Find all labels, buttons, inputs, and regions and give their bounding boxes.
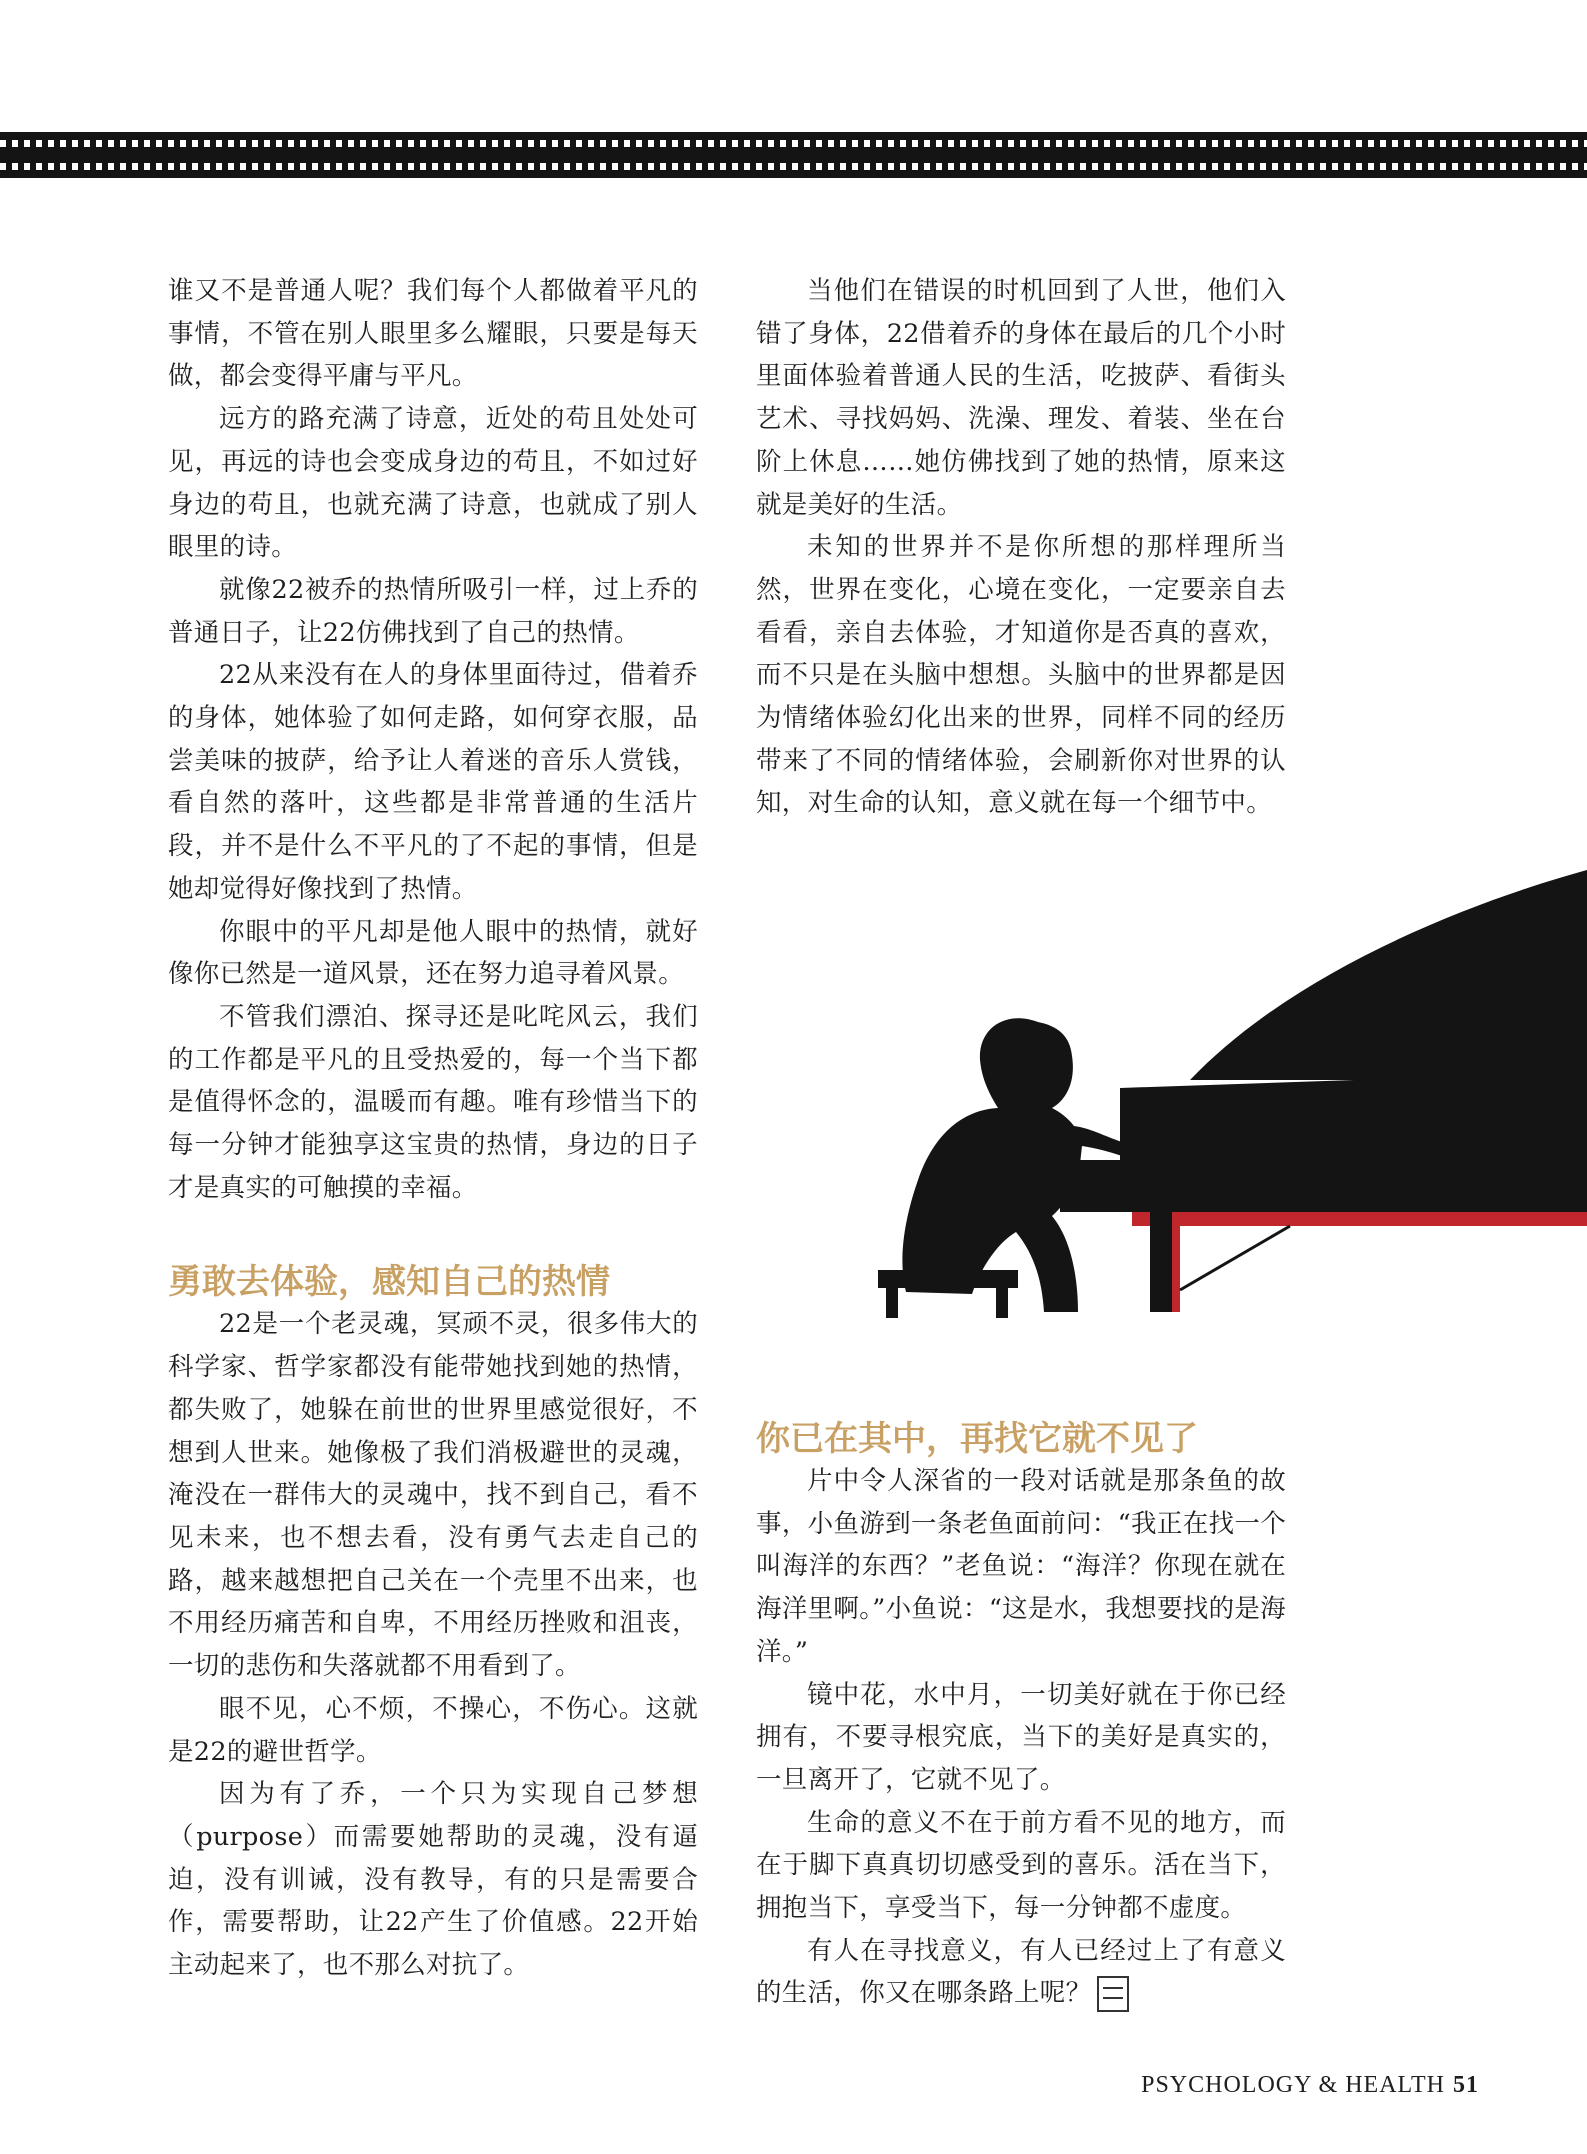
page-number: 51 (1453, 2072, 1479, 2098)
closing-text: 有人在寻找意义，有人已经过上了有意义的生活，你又在哪条路上呢？ (756, 1935, 1286, 2009)
paragraph-closing (756, 1930, 1286, 2015)
paragraph: 生命的意义不在于前方看不见的地方，而在于脚下真真切切感受到的喜乐。活在当下，拥抱当下，享受当下，每一分钟都不虚度。 (756, 1807, 1286, 1924)
piano-lid (1190, 870, 1587, 1080)
paragraph: 22是一个老灵魂，冥顽不灵，很多伟大的科学家、哲学家都没有能带她找到她的热情，都失败了，她躲在前世的世界里感觉很好，不想到人世来。她像极了我们消极避世的灵魂，淹没在一群伟大的灵魂中，找不到自己，看不见未来，也不想去看，没有勇气去走自己的路，越来越想把自己关在一个壳里不出来，也不用经历痛苦和自卑，不用经历挫败和沮丧，一切的悲伤和失落就都不用看到了。 (168, 1309, 698, 1682)
film-perforations-top (0, 140, 1587, 147)
paragraph: 片中令人深省的一段对话就是那条鱼的故事，小鱼游到一条老鱼面前问：“我正在找一个叫海洋的东西？”老鱼说：“海洋？你现在就在海洋里啊。”小鱼说：“这是水，我想要找的是海洋。” (756, 1466, 1286, 1667)
end-seal-icon (1097, 1976, 1129, 2012)
piano-leg (1150, 1212, 1172, 1312)
bench-leg-right (996, 1288, 1008, 1318)
paragraph: 镜中花，水中月，一切美好就在于你已经拥有，不要寻根究底，当下的美好是真实的，一旦离开了，它就不见了。 (756, 1679, 1286, 1795)
film-strip-header-bar (0, 132, 1587, 178)
paragraph: 未知的世界并不是你所想的那样理所当然，世界在变化，心境在变化，一定要亲自去看看，亲自去体验，才知道你是否真的喜欢，而不只是在头脑中想想。头脑中的世界都是因为情绪体验幻化出来的世界，同样不同的经历带来了不同的情绪体验，会刷新你对世界的认知，对生命的认知，意义就在每一个细节中。 (756, 532, 1286, 819)
paragraph: 谁又不是普通人呢？我们每个人都做着平凡的事情，不管在别人眼里多么耀眼，只要是每天做，都会变得平庸与平凡。 (168, 276, 698, 392)
right-column-top (756, 270, 1286, 825)
magazine-name: PSYCHOLOGY & HEALTH (1141, 2072, 1445, 2098)
paragraph: 你眼中的平凡却是他人眼中的热情，就好像你已然是一道风景，还在努力追寻着风景。 (168, 916, 698, 990)
piano-red-leg-trim (1172, 1212, 1180, 1312)
pianist-silhouette-illustration (820, 860, 1587, 1320)
paragraph: 眼不见，心不烦，不操心，不伤心。这就是22的避世哲学。 (168, 1693, 698, 1767)
paragraph: 就像22被乔的热情所吸引一样，过上乔的普通日子，让22仿佛找到了自己的热情。 (168, 574, 698, 648)
paragraph: 远方的路充满了诗意，近处的苟且处处可见，再远的诗也会变成身边的苟且，不如过好身边的苟且，也就充满了诗意，也就成了别人眼里的诗。 (168, 404, 698, 563)
bench-leg-left (886, 1288, 898, 1318)
piano-red-underside (1132, 1212, 1587, 1226)
section-heading-already-within: 你已在其中，再找它就不见了 (756, 1419, 1198, 1459)
film-perforations-bottom (0, 163, 1587, 170)
pedal-rod (1180, 1226, 1290, 1290)
paragraph: 因为有了乔，一个只为实现自己梦想（purpose）而需要她帮助的灵魂，没有逼迫，没有训诫，没有教导，有的只是需要合作，需要帮助，让22产生了价值感。22开始主动起来了，也不那么对抗了。 (168, 1779, 698, 1981)
page-footer (1141, 2072, 1479, 2099)
paragraph: 当他们在错误的时机回到了人世，他们入错了身体，22借着乔的身体在最后的几个小时里面体验着普通人民的生活，吃披萨、看街头艺术、寻找妈妈、洗澡、理发、着装、坐在台阶上休息……她仿佛找到了她的热情，原来这就是美好的生活。 (756, 276, 1286, 520)
right-column-bottom (756, 1418, 1286, 2015)
piano-bench (878, 1270, 1018, 1288)
paragraph: 22从来没有在人的身体里面待过，借着乔的身体，她体验了如何走路，如何穿衣服，品尝美味的披萨，给予让人着迷的音乐人赏钱，看自然的落叶，这些都是非常普通的生活片段，并不是什么不平凡的了不起的事情，但是她却觉得好像找到了热情。 (168, 660, 698, 904)
paragraph: 不管我们漂泊、探寻还是叱咤风云，我们的工作都是平凡的且受热爱的，每一个当下都是值得怀念的，温暖而有趣。唯有珍惜当下的每一分钟才能独享这宝贵的热情，身边的日子才是真实的可触摸的幸福。 (168, 1001, 698, 1203)
piano-body (1060, 1072, 1587, 1212)
section-heading-experience: 勇敢去体验，感知自己的热情 (168, 1262, 610, 1303)
left-column (168, 270, 698, 1987)
